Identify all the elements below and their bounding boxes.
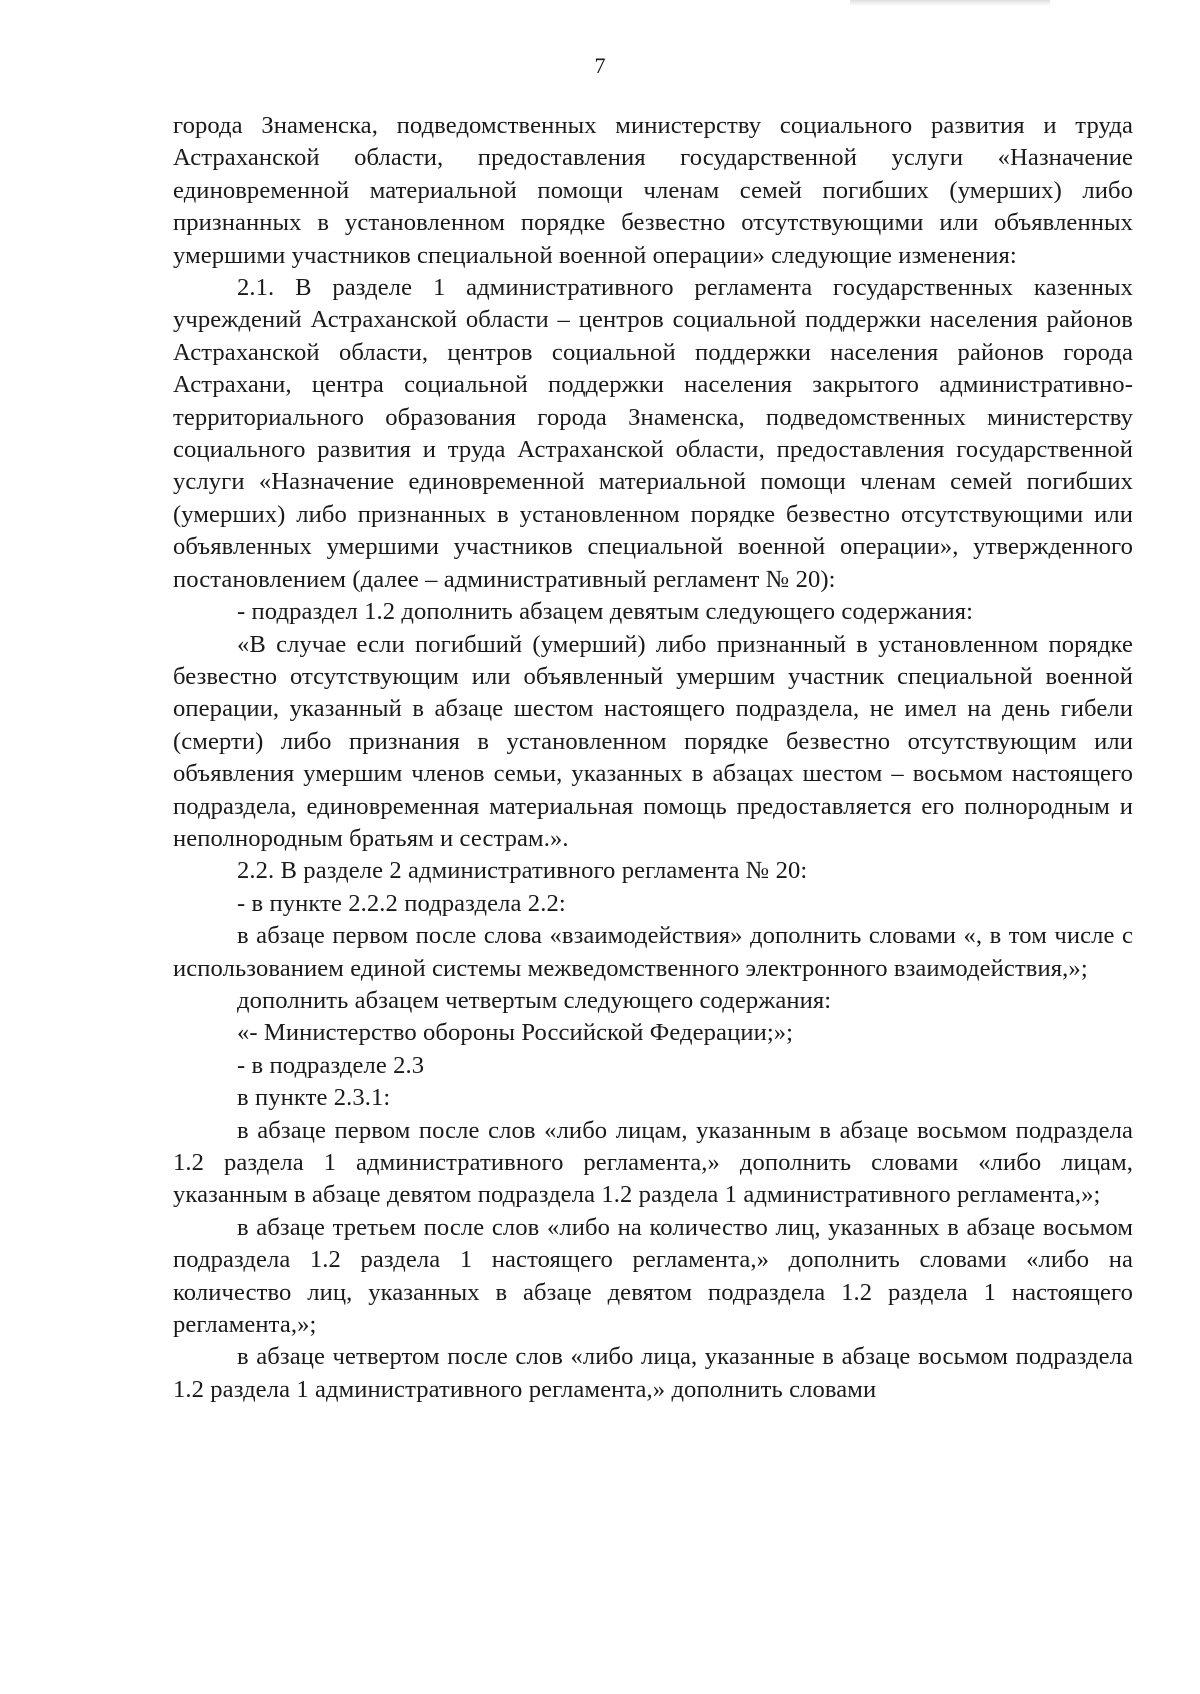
paragraph-add-fourth: дополнить абзацем четвертым следующего содержания: [237,986,832,1014]
paragraph-interaction-amendment: в абзаце первом после слова «взаимодействия» дополнить словами «, в том числе с использованием единой системы межведомственного электронного взаимодействия,»; [173,922,1133,982]
paragraph-item-2-2-2: - в пункте 2.2.2 подраздела 2.2: [237,889,566,917]
paragraph-subsection-2-3: - в подразделе 2.3 [237,1051,425,1079]
paragraph-third-abzac: в абзаце третьем после слов «либо на количество лиц, указанных в абзаце восьмом подраздела 1.2 раздела 1 настоящего регламента,» дополнить словами «либо на количество лиц, указанных в абзаце девятом подраздела 1.2 раздела 1 настоящего регламента,»; [173,1213,1133,1339]
scan-artifact [850,0,1050,6]
page-number: 7 [594,53,606,78]
paragraph-item-2-3-1: в пункте 2.3.1: [237,1084,391,1112]
paragraph-continuation: города Знаменска, подведомственных министерству социального развития и труда Астраханской области, предоставления государственной услуги «Назначение единовременной материальной помощи членам семей погибших (умерших) либо признанных в установленном порядке безвестно отсутствующими или объявленных умершими участников специальной военной операции» следующие изменения: [173,112,1133,269]
paragraph-2-1: 2.1. В разделе 1 административного регламента государственных казенных учреждений Астраханской области – центров социальной поддержки населения районов Астраханской области, центров социальной поддержки населения районов города Астрахани, центра социальной поддержки населения закрытого административно-территориального образования города Знаменска, подведомственных министерству социального развития и труда Астраханской области, предоставления государственной услуги «Назначение единовременной материальной помощи членам семей погибших (умерших) либо признанных в установленном порядке безвестно отсутствующими или объявленных умершими участников специальной военной операции», утвержденного постановлением (далее – административный регламент № 20): [173,274,1133,593]
paragraph-quoted-amendment: «В случае если погибший (умерший) либо признанный в установленном порядке безвестно отсутствующим или объявленный умершим участник специальной военной операции, указанный в абзаце шестом настоящего подраздела, не имел на день гибели (смерти) либо признания в установленном порядке безвестно отсутствующим или объявления умершим членов семьи, указанных в абзацах шестом – восьмом настоящего подраздела, единовременная материальная помощь предоставляется его полнородным и неполнородным братьям и сестрам.». [173,630,1133,852]
paragraph-first-abzac: в абзаце первом после слов «либо лицам, указанным в абзаце восьмом подраздела 1.2 раздела 1 административного регламента,» дополнить словами «либо лицам, указанным в абзаце девятом подраздела 1.2 раздела 1 административного регламента,»; [173,1116,1133,1209]
paragraph-fourth-abzac: в абзаце четвертом после слов «либо лица, указанные в абзаце восьмом подраздела 1.2 раздела 1 административного регламента,» дополнить словами [173,1343,1133,1403]
paragraph-2-2: 2.2. В разделе 2 административного регламента № 20: [237,857,808,885]
paragraph-ministry-defense: «- Министерство обороны Российской Федерации;»; [237,1019,794,1047]
document-body [173,110,1133,1406]
paragraph-subsection-1-2: - подраздел 1.2 дополнить абзацем девятым следующего содержания: [237,598,974,626]
